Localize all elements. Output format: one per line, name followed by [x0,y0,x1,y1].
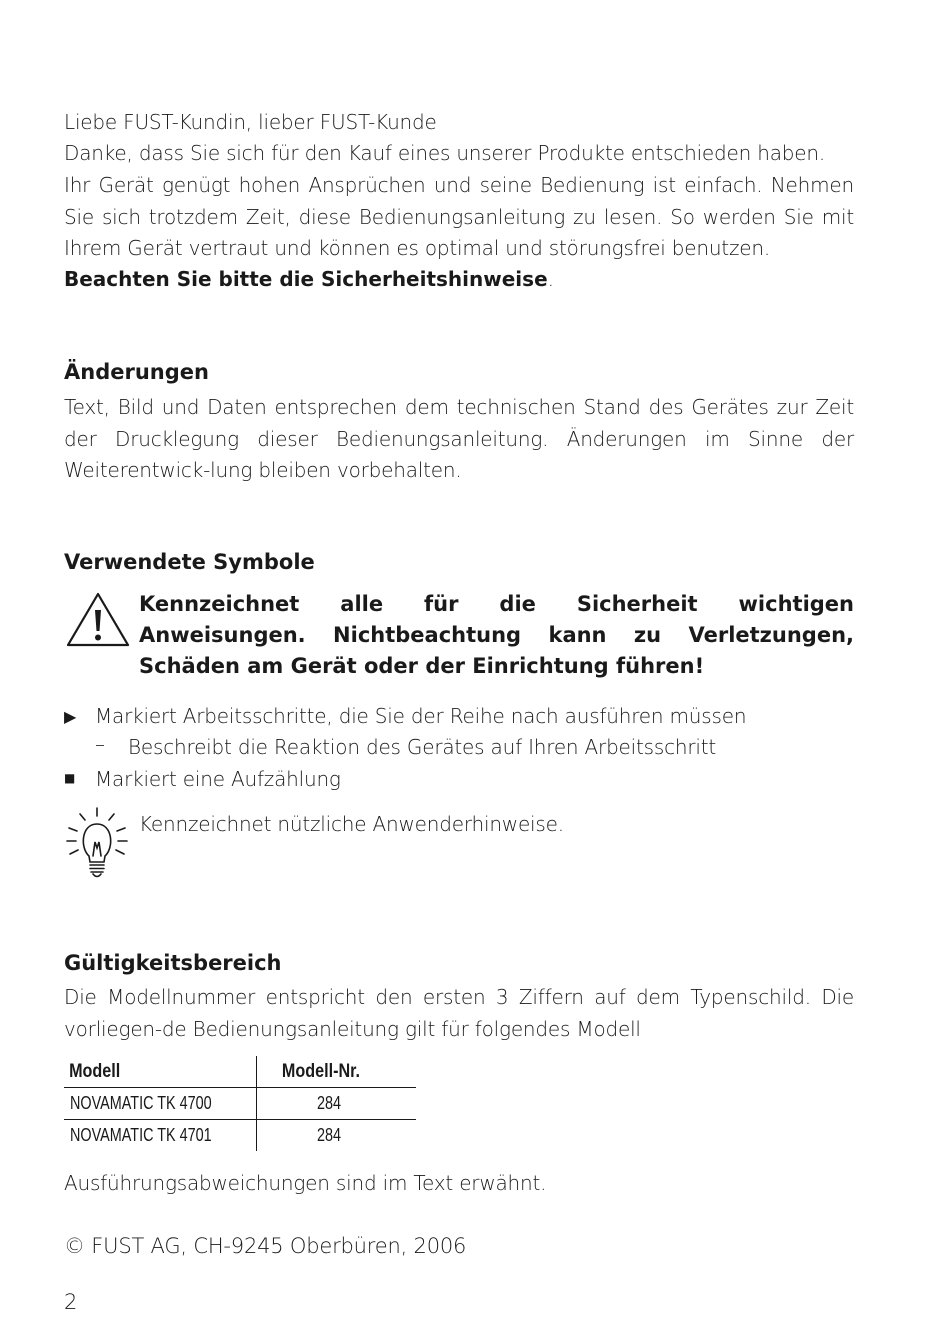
changes-heading: Änderungen [64,360,209,384]
changes-text: Text, Bild und Daten entsprechen dem technischen Stand des Gerätes zur Zeit der Drucklegung dieser Bedienungsanleitung. Änderungen im Sinne der Weiterentwick-lung bleiben vorbehalten. [64,395,854,482]
step-marker-icon: ▶ [64,707,77,726]
safety-note-bold: Beachten Sie bitte die Sicherheitshinweise [64,267,548,291]
variants-note: Ausführungsabweichungen sind im Text erwähnt. [64,1171,547,1195]
model-name: NOVAMATIC TK 4701 [70,1125,212,1145]
warning-triangle-icon [64,590,132,650]
table-cell-model-nr [256,1120,416,1152]
greeting: Liebe FUST-Kundin, lieber FUST-Kunde [64,110,437,134]
intro-paragraph: Ihr Gerät genügt hohen Ansprüchen und seine Bedienung ist einfach. Nehmen Sie sich trotzdem Zeit, diese Bedienungsanleitung zu lesen. So werden Sie mit Ihrem Gerät vertraut und können es optimal und störungsfrei benutzen. [64,173,854,260]
step-text: Markiert Arbeitsschritte, die Sie der Reihe nach ausführen müssen [95,704,747,728]
reaction-text: Beschreibt die Reaktion des Gerätes auf Ihren Arbeitsschritt [128,735,717,759]
list-bullet-icon: ■ [64,771,76,785]
model-number: 284 [316,1093,341,1113]
list-text: Markiert eine Aufzählung [95,767,341,791]
table-cell-model [64,1120,256,1152]
safety-note [64,264,854,296]
safety-note-period: . [547,267,554,291]
table-cell-model [64,1088,256,1120]
table-header-model-nr: Modell-Nr. [282,1060,361,1082]
validity-heading: Gültigkeitsbereich [64,951,282,975]
validity-text: Die Modellnummer entspricht den ersten 3 Ziffern auf dem Typenschild. Die vorliegen-de Bedienungsanleitung gilt für folgendes Modell [64,985,854,1041]
thanks-line: Danke, dass Sie sich für den Kauf eines unserer Produkte entschieden haben. [64,141,826,165]
model-table [64,1056,416,1151]
table-row [64,1088,416,1120]
table-cell-model-nr [256,1088,416,1120]
model-name: NOVAMATIC TK 4700 [70,1093,212,1113]
model-number: 284 [316,1125,341,1145]
copyright: © FUST AG, CH-9245 Oberbüren, 2006 [64,1234,467,1258]
warning-text: Kennzeichnet alle für die Sicherheit wichtigen Anweisungen. Nichtbeachtung kann zu Verletzungen, Schäden am Gerät oder der Einrichtung führen! [139,592,854,678]
table-header-model: Modell [64,1056,227,1088]
page-number: 2 [64,1290,78,1314]
tip-text: Kennzeichnet nützliche Anwenderhinweise. [139,812,564,836]
table-header-row [64,1056,416,1088]
symbols-heading: Verwendete Symbole [64,550,315,574]
table-row [64,1120,416,1152]
lightbulb-icon [64,806,130,880]
reaction-marker: – [95,732,105,756]
